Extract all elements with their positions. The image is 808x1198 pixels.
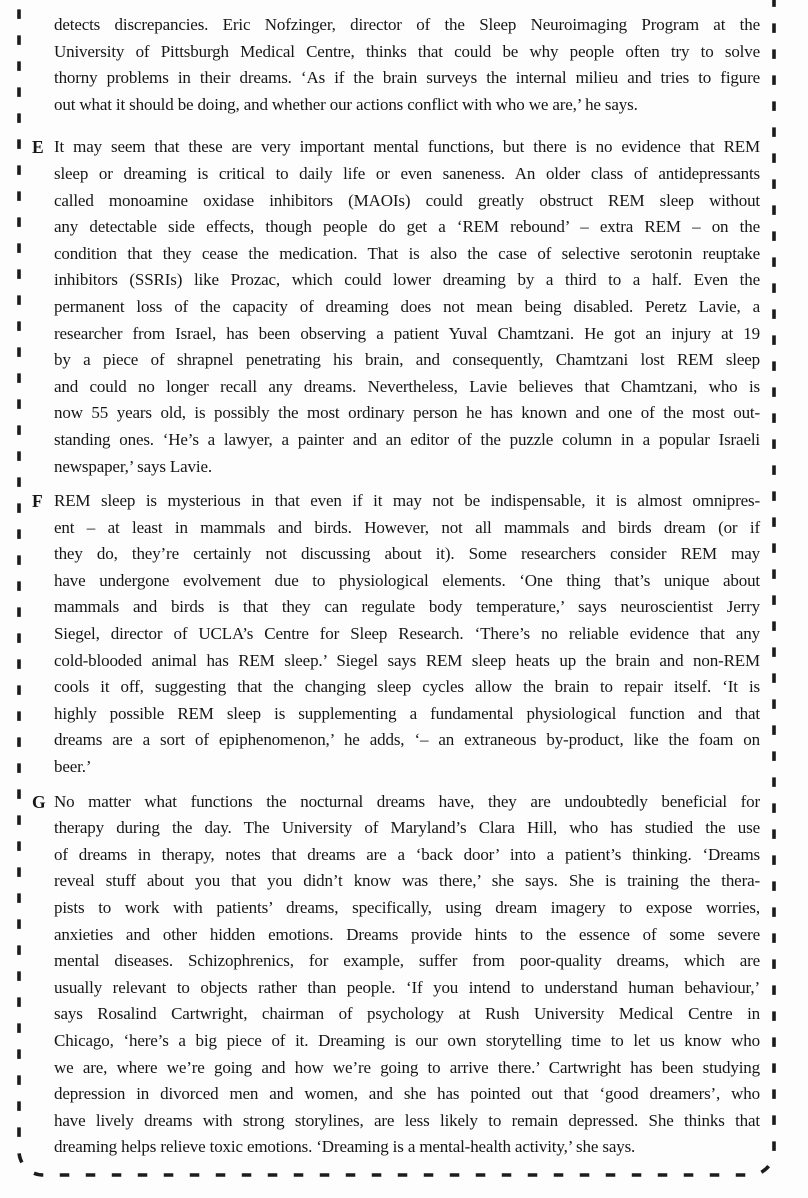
text-line: any detectable side effects, though people do get a ‘REM rebound’ – extra REM – on the xyxy=(54,217,760,237)
text-line: Chicago, ‘here’s a big piece of it. Dreaming is our own storytelling time to let us know who xyxy=(54,1030,760,1050)
paragraph-lines xyxy=(54,488,760,781)
text-line: anxieties and other hidden emotions. Dreams provide hints to the essence of some severe xyxy=(54,924,760,944)
paragraph-label: G xyxy=(32,791,46,812)
paragraph-label: F xyxy=(32,491,43,512)
text-line: highly possible REM sleep is supplementing a fundamental physiological function and that xyxy=(54,703,760,723)
text-line: mental diseases. Schizophrenics, for example, suffer from poor-quality dreams, which are xyxy=(54,951,760,971)
text-line: says Rosalind Cartwright, chairman of psychology at Rush University Medical Centre in xyxy=(54,1004,760,1024)
text-line: cold-blooded animal has REM sleep.’ Siegel says REM sleep heats up the brain and non-REM xyxy=(54,650,760,670)
text-line: beer.’ xyxy=(54,757,92,777)
text-line: they do, they’re certainly not discussing about it). Some researchers consider REM may xyxy=(54,544,760,564)
passage-paragraph xyxy=(32,12,760,118)
text-line: have lively dreams with strong storylines, are less likely to remain depressed. She thinks that xyxy=(54,1110,760,1130)
text-line: dreams are a sort of epiphenomenon,’ he adds, ‘– an extraneous by-product, like the foam on xyxy=(54,730,760,750)
passage-paragraph xyxy=(32,488,760,781)
text-line: dreaming helps relieve toxic emotions. ‘Dreaming is a mental-health activity,’ she says. xyxy=(54,1137,636,1157)
text-line: condition that they cease the medication. That is also the case of selective serotonin reuptake xyxy=(54,243,760,263)
text-line: pists to work with patients’ dreams, specifically, using dream imagery to expose worries, xyxy=(54,898,760,917)
text-line: depression in divorced men and women, and she has pointed out that ‘good dreamers’, who xyxy=(54,1084,760,1104)
text-line: newspaper,’ says Lavie. xyxy=(54,456,212,476)
text-line: ent – at least in mammals and birds. However, not all mammals and birds dream (or if xyxy=(54,517,760,537)
text-line: REM sleep is mysterious in that even if it may not be indispensable, it is almost omnipres- xyxy=(54,491,760,511)
text-line: standing ones. ‘He’s a lawyer, a painter and an editor of the puzzle column in a popular Israeli xyxy=(54,429,760,449)
passage-paragraph xyxy=(32,789,760,1161)
paragraph-lines xyxy=(54,789,760,1161)
text-line: usually relevant to objects rather than people. ‘If you intend to understand human behaviour,’ xyxy=(54,977,760,997)
text-line: No matter what functions the nocturnal dreams have, they are undoubtedly beneficial for xyxy=(54,791,760,811)
text-line: and could no longer recall any dreams. Nevertheless, Lavie believes that Chamtzani, who is xyxy=(54,376,760,396)
reading-passage-page xyxy=(32,12,760,1169)
paragraph-lines xyxy=(54,12,760,118)
paragraph-lines xyxy=(54,134,760,480)
text-line: University of Pittsburgh Medical Centre, thinks that could be why people often try to solve xyxy=(54,41,760,61)
text-line: have undergone evolvement due to physiological elements. ‘One thing that’s unique about xyxy=(54,570,760,590)
text-line: therapy during the day. The University of Maryland’s Clara Hill, who has studied the use xyxy=(54,818,760,838)
text-line: mammals and birds is that they can regulate body temperature,’ says neuroscientist Jerry xyxy=(54,597,760,617)
text-line: thorny problems in their dreams. ‘As if the brain surveys the internal milieu and tries to figure xyxy=(54,68,760,88)
text-line: we are, where we’re going and how we’re going to arrive there.’ Cartwright has been studying xyxy=(54,1057,760,1077)
text-line: researcher from Israel, has been observing a patient Yuval Chamtzani. He got an injury at 19 xyxy=(54,323,760,343)
text-line: inhibitors (SSRIs) like Prozac, which could lower dreaming by a third to a half. Even the xyxy=(54,270,760,290)
text-line: reveal stuff about you that you didn’t know was there,’ she says. She is training the thera- xyxy=(54,871,760,891)
text-line: of dreams in therapy, notes that dreams are a ‘back door’ into a patient’s thinking. ‘Dreams xyxy=(54,844,760,864)
text-line: permanent loss of the capacity of dreaming does not mean being disabled. Peretz Lavie, a xyxy=(54,296,760,316)
text-line: now 55 years old, is possibly the most ordinary person he has known and one of the most out- xyxy=(54,403,760,423)
paragraph-label: E xyxy=(32,137,44,158)
text-line: by a piece of shrapnel penetrating his brain, and consequently, Chamtzani lost REM sleep xyxy=(54,350,760,370)
text-line: sleep or dreaming is critical to daily life or even saneness. An older class of antidepressants xyxy=(54,163,760,183)
text-line: detects discrepancies. Eric Nofzinger, director of the Sleep Neuroimaging Program at the xyxy=(54,15,760,34)
text-line: out what it should be doing, and whether our actions conflict with who we are,’ he says. xyxy=(54,94,638,114)
text-line: It may seem that these are very important mental functions, but there is no evidence that REM xyxy=(54,137,760,157)
text-line: Siegel, director of UCLA’s Centre for Sleep Research. ‘There’s no reliable evidence that any xyxy=(54,624,760,644)
text-line: called monoamine oxidase inhibitors (MAOIs) could greatly obstruct REM sleep without xyxy=(54,190,760,210)
passage-paragraph xyxy=(32,134,760,480)
text-line: cools it off, suggesting that the changing sleep cycles allow the brain to repair itself. ‘It is xyxy=(54,677,760,697)
